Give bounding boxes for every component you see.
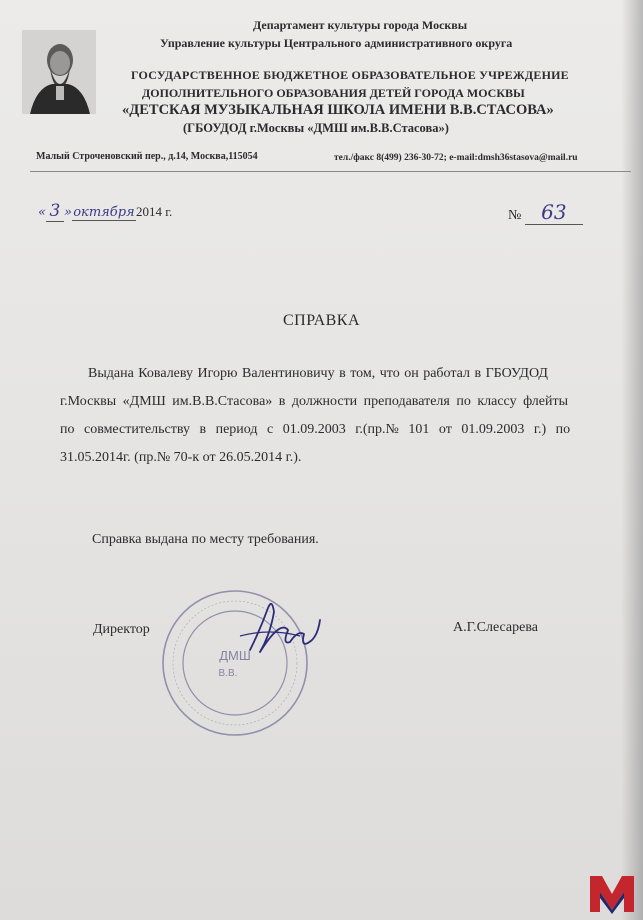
school-contacts: тел./факс 8(499) 236-30-72; e-mail:dmsh36stasova@mail.ru: [334, 153, 578, 163]
issuance-note: Справка выдана по месту требования.: [92, 532, 319, 547]
document-date: [38, 201, 172, 222]
document-number: [508, 200, 583, 225]
signatory-name: А.Г.Слесарева: [453, 620, 538, 635]
organization-line-2: ДОПОЛНИТЕЛЬНОГО ОБРАЗОВАНИЯ ДЕТЕЙ ГОРОДА МОСКВЫ: [142, 86, 525, 100]
date-quote-open: «: [38, 205, 46, 220]
date-year: 2014 г.: [135, 204, 173, 219]
stasov-portrait: [22, 30, 96, 114]
organization-line-1: ГОСУДАРСТВЕННОЕ БЮДЖЕТНОЕ ОБРАЗОВАТЕЛЬНОЕ УЧРЕЖДЕНИЕ: [131, 68, 569, 82]
management-name: Управление культуры Центрального административного округа: [160, 36, 513, 50]
number-value: 63: [525, 200, 583, 225]
body-line-1: Выдана Ковалеву Игорю Валентиновичу в том, что он работал в ГБОУДОД: [88, 366, 548, 381]
school-address: Малый Строченовский пер., д.14, Москва,115054: [36, 151, 258, 162]
school-short-name: (ГБОУДОД г.Москвы «ДМШ им.В.В.Стасова»): [183, 121, 449, 135]
number-label: №: [508, 208, 522, 223]
m-logo-watermark: [588, 872, 636, 914]
header-divider: [30, 171, 631, 172]
stamp-center-text: ДМШ: [219, 648, 251, 663]
signatory-title: Директор: [93, 622, 150, 637]
document-title: СПРАВКА: [282, 312, 361, 329]
stamp-sub-text: В.В.: [218, 668, 238, 679]
school-name: «ДЕТСКАЯ МУЗЫКАЛЬНАЯ ШКОЛА ИМЕНИ В.В.СТАСОВА»: [122, 102, 554, 118]
handwritten-signature: [230, 590, 340, 670]
date-quote-close: »: [63, 205, 72, 220]
body-line-2: г.Москвы «ДМШ им.В.В.Стасова» в должности преподавателя по классу флейты: [60, 394, 569, 409]
date-month: октября: [73, 205, 135, 220]
paper-edge-shadow: [621, 0, 643, 920]
body-line-3: по совместительству в период с 01.09.2003 г.(пр.№ 101 от 01.09.2003 г.) по: [60, 422, 571, 437]
date-day: 3: [46, 201, 64, 222]
department-name: Департамент культуры города Москвы: [253, 18, 468, 32]
body-line-4: 31.05.2014г. (пр.№ 70-к от 26.05.2014 г.).: [60, 450, 302, 465]
